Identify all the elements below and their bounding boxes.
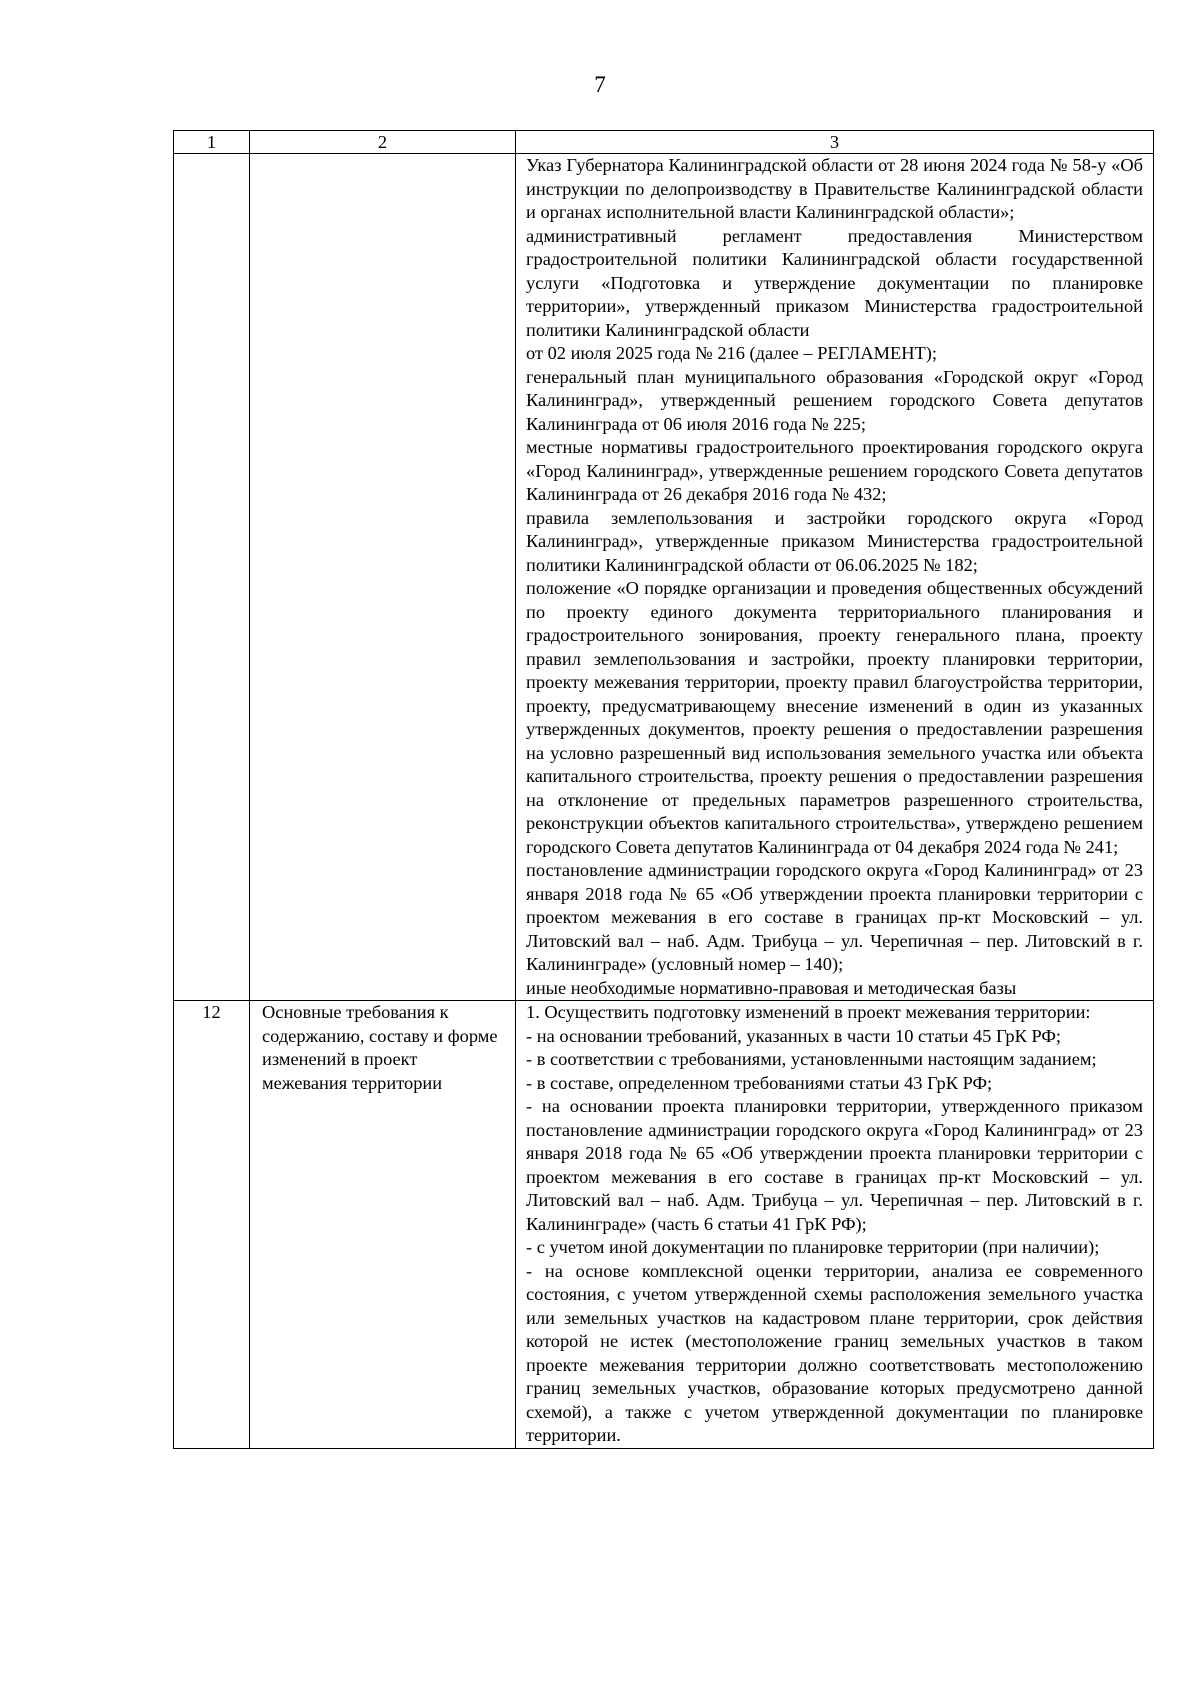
paragraph: от 02 июля 2025 года № 216 (далее – РЕГЛАМЕНТ); [526, 343, 938, 363]
paragraph: - на основании проекта планировки территории, утвержденного приказом постановление администрации городского округа «Город Калининград» от 23 января 2018 года № 65 «Об утверждении проекта планировки территории с проектом межевания в его составе в границах пр-кт Московский – ул. Литовский вал – наб. Адм. Трибуца – ул. Черепичная – пер. Литовский в г. Калининграде» (часть 6 статьи 41 ГрК РФ); [526, 1096, 1143, 1234]
page-number: 7 [594, 72, 606, 97]
paragraph: иные необходимые нормативно-правовая и методическая базы [526, 977, 1017, 998]
paragraph: - с учетом иной документации по планировке территории (при наличии); [526, 1237, 1100, 1257]
row-content-cell [516, 154, 1154, 1001]
table-header-row [174, 131, 1154, 154]
paragraph: положение «О порядке организации и проведения общественных обсуждений по проекту единого документа территориального планирования и градостроительного зонирования, проекту генерального плана, проекту правил землепользования и застройки, проекту планировки территории, проекту межевания территории, проекту правил благоустройства территории, проекту, предусматривающему внесение изменений в один из указанных утвержденных документов, проекту решения о предоставлении разрешения на условно разрешенный вид использования земельного участка или объекта капитального строительства, проекту решения о предоставлении разрешения на отклонение от предельных параметров разрешенного строительства, реконструкции объектов капитального строительства», утверждено решением городского Совета депутатов Калининграда от 04 декабря 2024 года № 241; [526, 578, 1143, 857]
table-row-12 [174, 1001, 1154, 1449]
column-header-2: 2 [250, 131, 516, 154]
paragraph: местные нормативы градостроительного проектирования городского округа «Город Калининград», утвержденные решением городского Совета депутатов Калининграда от 26 декабря 2016 года № 432; [526, 437, 1143, 504]
row-content-cell [516, 1001, 1154, 1449]
paragraph: - на основании требований, указанных в части 10 статьи 45 ГрК РФ; [526, 1025, 1062, 1046]
column-header-3: 3 [516, 131, 1154, 154]
paragraph: 1. Осуществить подготовку изменений в проект межевания территории: [526, 1002, 1091, 1022]
paragraph: генеральный план муниципального образования «Городской округ «Город Калининград», утвержденный решением городского Совета депутатов Калининграда от 06 июля 2016 года № 225; [526, 366, 1143, 434]
paragraph: административный регламент предоставления Министерством градостроительной политики Калининградской области государственной услуги «Подготовка и утверждение документации по планировке территории», утвержденный приказом Министерства градостроительной политики Калининградской области [526, 225, 1143, 340]
row-label-cell: Основные требования к содержанию, составу и форме изменений в проект межевания территории [250, 1001, 516, 1449]
row-number-cell: 12 [174, 1001, 250, 1449]
row-number-cell [174, 154, 250, 1001]
paragraph: постановление администрации городского округа «Город Калининград» от 23 января 2018 года № 65 «Об утверждении проекта планировки территории с проектом межевания в его составе в границах пр-кт Московский – ул. Литовский вал – наб. Адм. Трибуца – ул. Черепичная – пер. Литовский в г. Калининграде» (условный номер – 140); [526, 860, 1143, 974]
column-header-1: 1 [174, 131, 250, 154]
paragraph: - в соответствии с требованиями, установленными настоящим заданием; [526, 1049, 1097, 1069]
paragraph: - в составе, определенном требованиями статьи 43 ГрК РФ; [526, 1072, 993, 1093]
row-label-cell [250, 154, 516, 1001]
paragraph: Указ Губернатора Калининградской области от 28 июня 2024 года № 58-у «Об инструкции по делопроизводству в Правительстве Калининградской области и органах исполнительной власти Калининградской области»; [526, 155, 1143, 222]
requirements-table [173, 130, 1154, 1449]
paragraph: - на основе комплексной оценки территории, анализа ее современного состояния, с учетом утвержденной схемы расположения земельного участка или земельных участков на кадастровом плане территории, срок действия которой не истек (местоположение границ земельных участков в таком проекте межевания территории должно соответствовать местоположению границ земельных участков, образование которых предусмотрено данной схемой), а также с учетом утвержденной документации по планировке территории. [526, 1260, 1143, 1445]
paragraph: правила землепользования и застройки городского округа «Город Калининград», утвержденные приказом Министерства градостроительной политики Калининградской области от 06.06.2025 № 182; [526, 507, 1143, 575]
table-row-continuation [174, 154, 1154, 1001]
